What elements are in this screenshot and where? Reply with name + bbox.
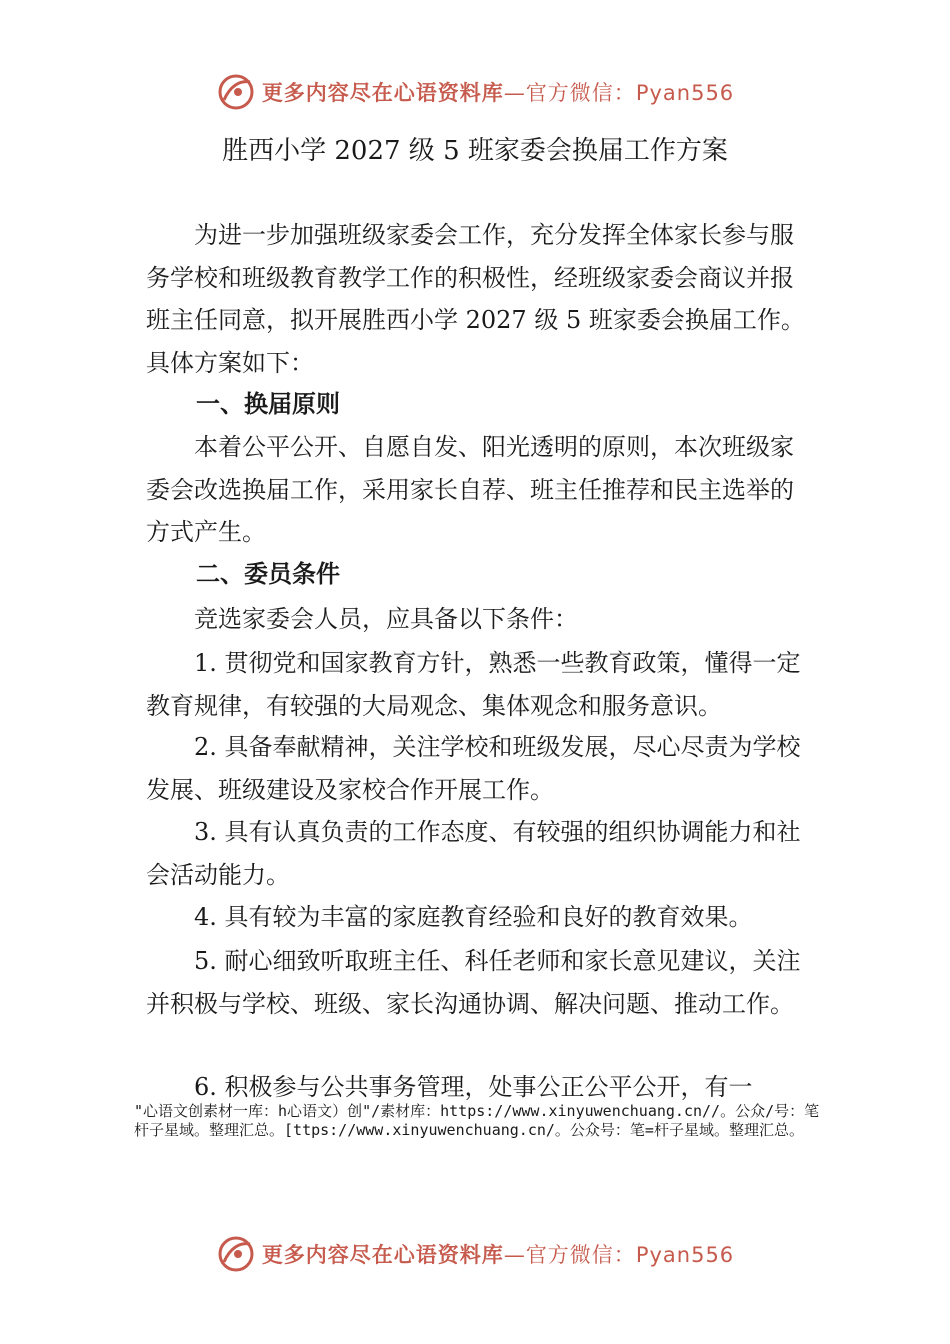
list-item: 1. 贯彻党和国家教育方针，熟悉一些教育政策，懂得一定教育规律，有较强的大局观念、集体观念和服务意识。 [146, 649, 801, 720]
footer-banner [0, 1232, 950, 1276]
banner-text: 更多内容尽在心语资料库—官方微信：Pyan556 [261, 1243, 735, 1267]
list-item: 3. 具有认真负责的工作态度、有较强的组织协调能力和社会活动能力。 [146, 818, 801, 889]
paragraph: 本着公平公开、自愿自发、阳光透明的原则，本次班级家委会改选换届工作，采用家长自荐、班主任推荐和民主选举的方式产生。 [146, 433, 794, 546]
banner-logo-icon [216, 72, 256, 112]
section-heading: 二、委员条件 [196, 560, 340, 588]
list-item: 6. 积极参与公共事务管理，处事公正公平公开，有一 [194, 1073, 753, 1101]
list-item: 4. 具有较为丰富的家庭教育经验和良好的教育效果。 [194, 903, 753, 931]
banner-text: 更多内容尽在心语资料库—官方微信：Pyan556 [261, 81, 735, 105]
section-heading: 一、换届原则 [196, 390, 340, 418]
footnote: "心语文创素材一库：h心语文）创"/素材库：https://www.xinyuwenchuang.cn//。公众/号：笔杆子星域。整理汇总。[ttps://www.xinyuwenchuang.cn/。公众号：笔=杆子星域。整理汇总。 [134, 1102, 820, 1139]
document-title: 胜西小学 2027 级 5 班家委会换届工作方案 [222, 136, 728, 166]
banner-logo-icon [216, 1234, 256, 1274]
header-banner [0, 70, 950, 114]
intro-paragraph: 为进一步加强班级家委会工作，充分发挥全体家长参与服务学校和班级教育教学工作的积极性，经班级家委会商议并报班主任同意，拟开展胜西小学 2027 级 5 班家委会换届工作。具体方案如下： [146, 221, 805, 377]
list-item: 5. 耐心细致听取班主任、科任老师和家长意见建议，关注并积极与学校、班级、家长沟通协调、解决问题、推动工作。 [146, 947, 801, 1018]
paragraph: 竞选家委会人员，应具备以下条件： [194, 605, 578, 633]
list-item: 2. 具备奉献精神，关注学校和班级发展，尽心尽责为学校发展、班级建设及家校合作开展工作。 [146, 733, 801, 804]
